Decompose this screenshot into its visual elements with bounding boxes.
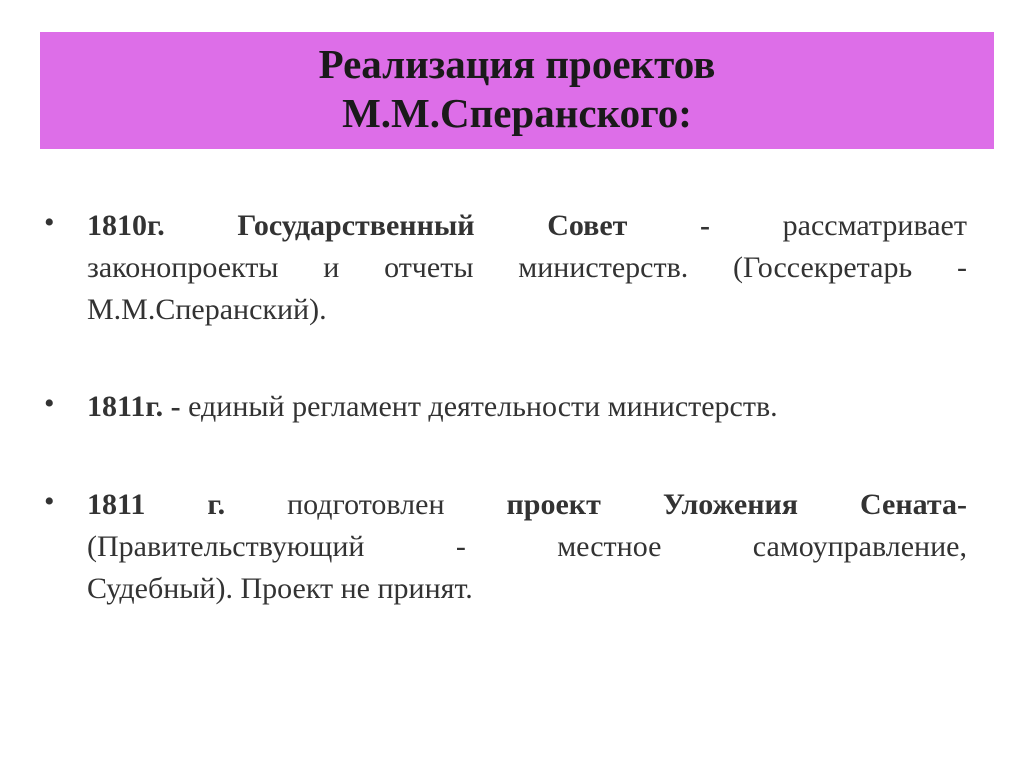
body-word: (Госсекретарь — [733, 251, 913, 284]
bullet-1811-regulation-line — [87, 387, 967, 427]
slide-title-line-2: М.М.Сперанского: — [342, 90, 692, 136]
body-word: местное — [557, 530, 662, 563]
body-text: единый регламент деятельности министерств. — [180, 390, 778, 423]
body-word: - — [956, 251, 967, 284]
body-word: Сената- — [860, 488, 967, 521]
body-word: Государственный — [237, 209, 475, 242]
body-word: самоуправление, — [752, 530, 967, 563]
bullet-1810-line-1 — [87, 206, 967, 246]
body-word: и — [323, 251, 340, 284]
bullet-1810-line-2 — [87, 248, 967, 288]
year-label: г. — [207, 488, 226, 521]
slide-title-line-1: Реализация проектов — [318, 41, 716, 87]
bullet-marker: • — [44, 485, 55, 518]
body-word: рассматривает — [782, 209, 967, 242]
body-word: законопроекты — [87, 251, 279, 284]
body-word: (Правительствующий — [87, 530, 365, 563]
bullet-1810-line-3: М.М.Сперанский). — [87, 293, 327, 326]
year-label: 1811 — [87, 488, 146, 521]
year-label: 1810г. — [87, 209, 165, 242]
body-word: проект — [506, 488, 601, 521]
body-word: Совет — [547, 209, 628, 242]
bullet-marker: • — [44, 206, 55, 239]
body-word: подготовлен — [287, 488, 445, 521]
bullet-1811-senate-line-2 — [87, 527, 967, 567]
body-word: - — [700, 209, 711, 242]
body-word: отчеты — [384, 251, 474, 284]
bullet-1811-senate-line-3: Судебный). Проект не принят. — [87, 572, 473, 605]
bullet-1811-senate-line-1 — [87, 485, 967, 525]
body-word: - — [455, 530, 466, 563]
title-banner — [40, 32, 994, 149]
body-word: Уложения — [662, 488, 799, 521]
year-label: 1811г. - — [87, 390, 181, 423]
bullet-marker: • — [44, 387, 55, 420]
body-word: министерств. — [518, 251, 689, 284]
